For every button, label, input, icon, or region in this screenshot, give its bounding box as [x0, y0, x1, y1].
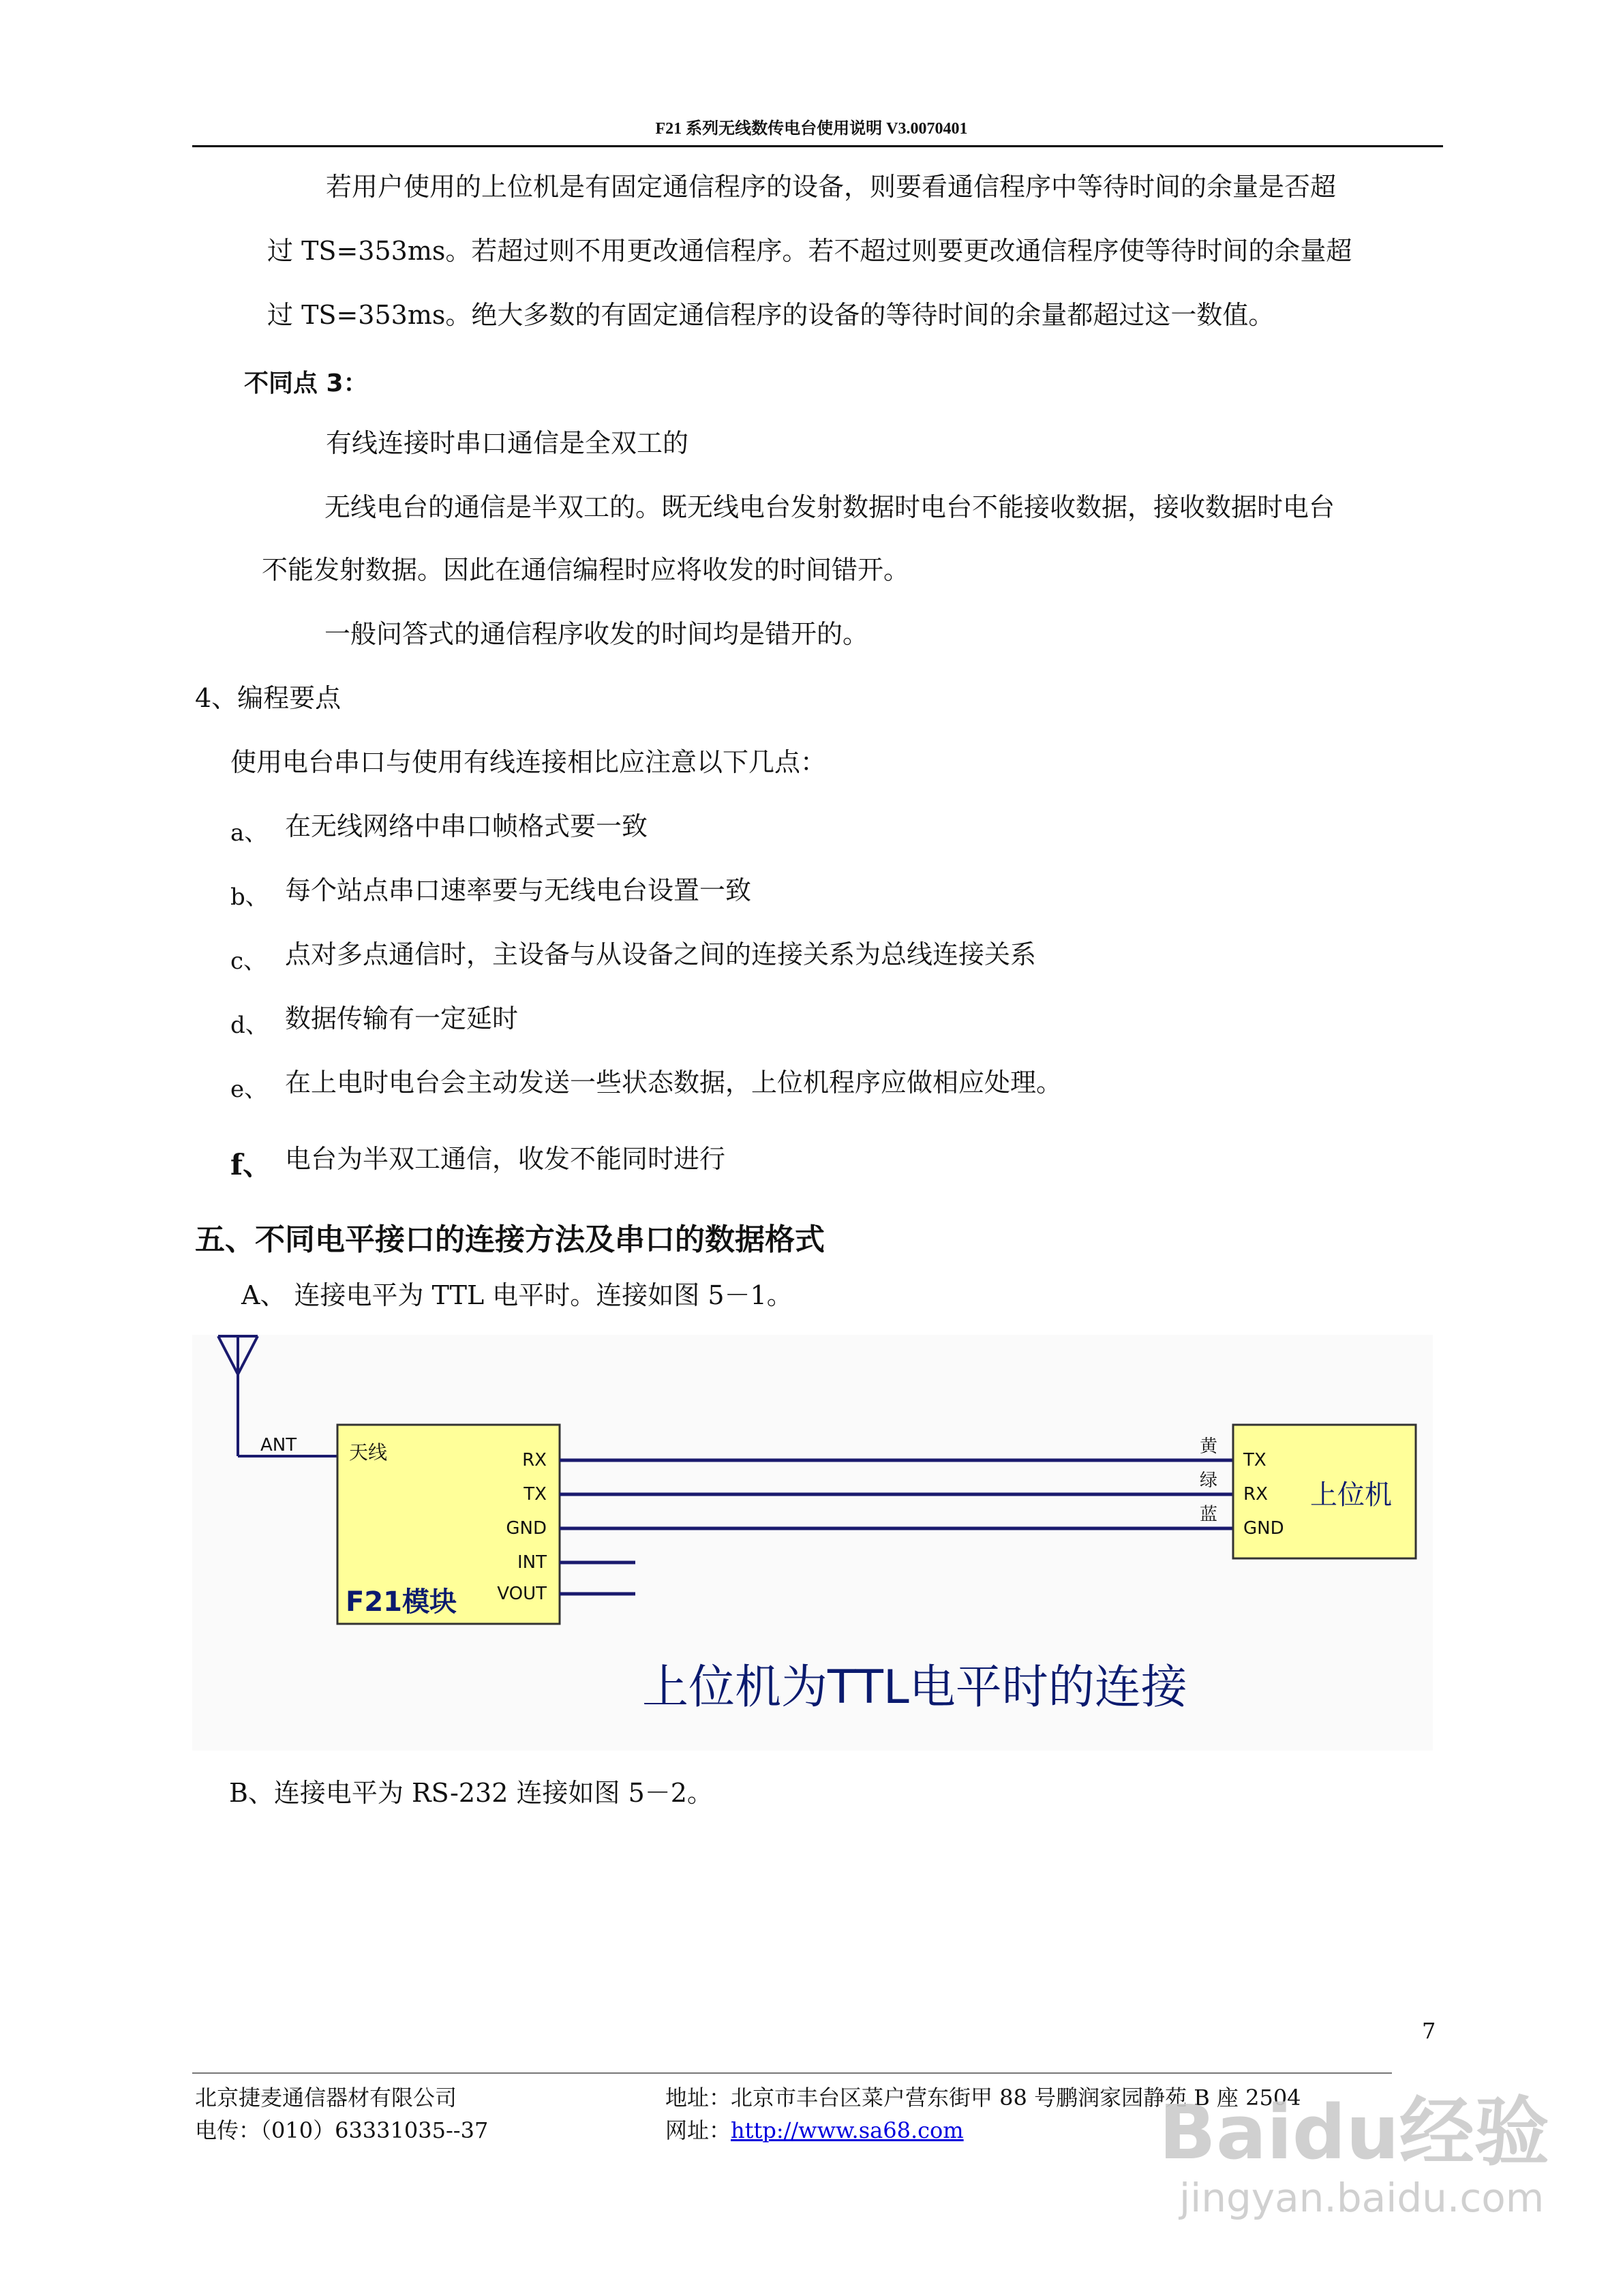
list-marker-b: b、 — [230, 883, 269, 911]
ttl-connection-figure — [192, 1335, 1433, 1751]
footer-web — [665, 2113, 964, 2145]
host-pin-gnd: GND — [1243, 1518, 1284, 1539]
footer-company: 北京捷麦通信器材有限公司 — [195, 2085, 457, 2111]
section5-item-a: A、 连接电平为 TTL 电平时。连接如图 5－1。 — [241, 1280, 793, 1310]
diff3-line-2: 无线电台的通信是半双工的。既无线电台发射数据时电台不能接收数据，接收数据时电台 — [324, 492, 1335, 522]
module-pin-int: INT — [517, 1552, 547, 1573]
signal-wires — [560, 1460, 1233, 1594]
module-pin-rx: RX — [522, 1450, 547, 1470]
list-marker-f: f、 — [230, 1148, 272, 1181]
module-pin-gnd: GND — [506, 1518, 547, 1539]
baidu-jingyan-watermark-url: jingyan.baidu.com — [1179, 2175, 1545, 2221]
document-header-title: F21 系列无线数传电台使用说明 V3.0070401 — [655, 120, 968, 138]
list-item-e: 在上电时电台会主动发送一些状态数据，上位机程序应做相应处理。 — [285, 1068, 1063, 1098]
diff3-heading: 不同点 3： — [244, 369, 368, 397]
module-antenna-label: 天线 — [349, 1441, 388, 1464]
programming-intro: 使用电台串口与使用有线连接相比应注意以下几点： — [230, 747, 827, 777]
host-pin-rx: RX — [1243, 1484, 1268, 1505]
host-pin-tx: TX — [1243, 1450, 1266, 1470]
list-marker-a: a、 — [230, 819, 268, 847]
list-item-b: 每个站点串口速率要与无线电台设置一致 — [285, 875, 752, 905]
programming-heading: 4、编程要点 — [195, 683, 342, 713]
ant-label: ANT — [260, 1435, 297, 1455]
wire-color-yellow: 黄 — [1200, 1436, 1218, 1457]
intro-line-1: 若用户使用的上位机是有固定通信程序的设备，则要看通信程序中等待时间的余量是否超 — [326, 172, 1337, 202]
page-number: 7 — [1422, 2018, 1436, 2044]
section5-heading: 五、不同电平接口的连接方法及串口的数据格式 — [195, 1222, 825, 1257]
footer-address: 地址：北京市丰台区菜户营东街甲 88 号鹏润家园静苑 B 座 2504 — [665, 2085, 1301, 2111]
baidu-jingyan-watermark-logo: Baidu经验 — [1159, 2089, 1549, 2176]
list-item-a: 在无线网络中串口帧格式要一致 — [285, 811, 648, 841]
list-item-d: 数据传输有一定延时 — [285, 1003, 519, 1033]
footer-web-link[interactable]: http://www.sa68.com — [731, 2117, 964, 2143]
section5-item-b: B、连接电平为 RS-232 连接如图 5－2。 — [229, 1778, 713, 1808]
list-marker-e: e、 — [230, 1076, 268, 1103]
diff3-line-4: 一般问答式的通信程序收发的时间均是错开的。 — [324, 619, 869, 649]
diff3-line-1: 有线连接时串口通信是全双工的 — [326, 428, 689, 458]
module-pin-tx: TX — [524, 1484, 547, 1505]
header-rule — [192, 145, 1443, 147]
module-pin-vout: VOUT — [497, 1584, 547, 1604]
list-marker-c: c、 — [230, 948, 267, 975]
intro-line-3: 过 TS=353ms。绝大多数的有固定通信程序的设备的等待时间的余量都超过这一数值。 — [267, 300, 1275, 330]
ttl-connection-diagram — [192, 1335, 1433, 1751]
wire-color-blue: 蓝 — [1200, 1505, 1218, 1525]
figure-caption: 上位机为TTL电平时的连接 — [642, 1661, 1187, 1715]
footer-phone: 电传：（010）63331035--37 — [195, 2117, 489, 2143]
host-name-label: 上位机 — [1310, 1479, 1392, 1511]
intro-line-2: 过 TS=353ms。若超过则不用更改通信程序。若不超过则要更改通信程序使等待时间的余量超 — [267, 236, 1352, 266]
module-name-label: F21模块 — [346, 1586, 457, 1618]
list-item-c: 点对多点通信时，主设备与从设备之间的连接关系为总线连接关系 — [285, 939, 1037, 969]
wire-color-green: 绿 — [1200, 1470, 1218, 1491]
footer-web-label: 网址： — [665, 2117, 731, 2143]
diff3-line-3: 不能发射数据。因此在通信编程时应将收发的时间错开。 — [262, 555, 910, 585]
list-marker-d: d、 — [230, 1012, 269, 1039]
list-item-f: 电台为半双工通信，收发不能同时进行 — [285, 1144, 726, 1174]
